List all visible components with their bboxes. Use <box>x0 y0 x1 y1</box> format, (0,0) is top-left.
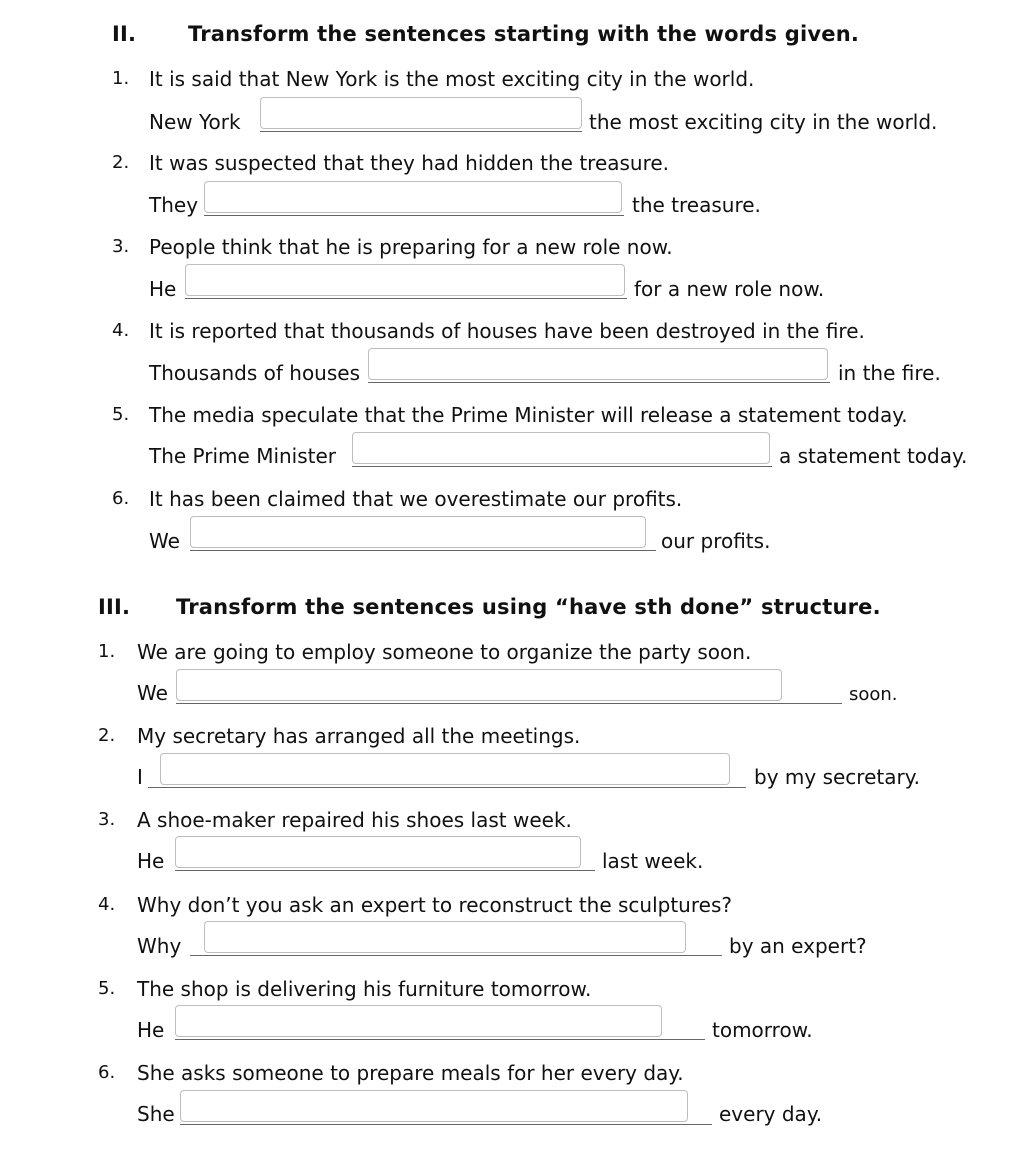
item-number: 4. <box>112 320 130 341</box>
answer-blank <box>176 669 842 704</box>
source-sentence: It is reported that thousands of houses have been destroyed in the fire. <box>149 319 865 343</box>
answer-start: Thousands of houses <box>149 361 360 385</box>
answer-start: New York <box>149 110 241 134</box>
answer-start: We <box>149 529 180 553</box>
section-2-heading <box>112 22 860 46</box>
answer-start: I <box>137 765 143 789</box>
section-3-heading <box>98 595 881 619</box>
answer-input[interactable] <box>177 670 781 700</box>
item-number: 5. <box>98 978 116 999</box>
answer-end: by my secretary. <box>754 765 921 789</box>
answer-blank <box>180 1090 712 1125</box>
answer-input[interactable] <box>369 349 827 379</box>
answer-box[interactable] <box>368 348 828 380</box>
answer-start: He <box>149 277 177 301</box>
answer-input[interactable] <box>261 98 581 128</box>
answer-start: The Prime Minister <box>149 444 337 468</box>
answer-end: in the fire. <box>838 361 941 385</box>
answer-start: She <box>137 1102 175 1126</box>
answer-blank <box>175 836 595 871</box>
item-number: 5. <box>112 404 130 425</box>
answer-box[interactable] <box>160 753 730 785</box>
answer-input[interactable] <box>205 922 685 952</box>
item-number: 2. <box>98 725 116 746</box>
answer-blank <box>190 921 722 956</box>
answer-end: the treasure. <box>632 193 761 217</box>
item-number: 1. <box>112 68 130 89</box>
section-2-number: II. <box>112 22 137 46</box>
answer-input[interactable] <box>191 517 645 547</box>
answer-blank <box>204 181 624 216</box>
item-number: 2. <box>112 152 130 173</box>
answer-start: They <box>149 193 199 217</box>
answer-box[interactable] <box>185 264 625 296</box>
item-number: 6. <box>112 488 130 509</box>
source-sentence: Why don’t you ask an expert to reconstruct the sculptures? <box>137 893 732 917</box>
answer-end: soon. <box>849 684 898 705</box>
section-3-number: III. <box>98 595 131 619</box>
answer-box[interactable] <box>180 1090 688 1122</box>
source-sentence: My secretary has arranged all the meetings. <box>137 724 581 748</box>
source-sentence: It is said that New York is the most exciting city in the world. <box>149 67 755 91</box>
answer-box[interactable] <box>260 97 582 129</box>
section-2-title: Transform the sentences starting with the words given. <box>188 22 860 46</box>
answer-start: We <box>137 681 168 705</box>
item-number: 1. <box>98 641 116 662</box>
source-sentence: A shoe-maker repaired his shoes last week. <box>137 808 572 832</box>
answer-box[interactable] <box>204 181 622 213</box>
answer-box[interactable] <box>352 432 770 464</box>
answer-box[interactable] <box>175 1005 662 1037</box>
answer-input[interactable] <box>353 433 769 463</box>
answer-end: the most exciting city in the world. <box>589 110 938 134</box>
source-sentence: The shop is delivering his furniture tomorrow. <box>137 977 592 1001</box>
section-3-title: Transform the sentences using “have sth done” structure. <box>176 595 881 619</box>
answer-input[interactable] <box>186 265 624 295</box>
answer-blank <box>352 432 772 467</box>
answer-input[interactable] <box>181 1091 687 1121</box>
source-sentence: She asks someone to prepare meals for her every day. <box>137 1061 684 1085</box>
answer-start: Why <box>137 934 182 958</box>
source-sentence: It was suspected that they had hidden the treasure. <box>149 151 670 175</box>
answer-input[interactable] <box>176 837 580 867</box>
item-number: 3. <box>112 236 130 257</box>
answer-end: last week. <box>602 849 704 873</box>
answer-blank <box>260 97 582 132</box>
answer-blank <box>190 516 656 551</box>
item-number: 6. <box>98 1062 116 1083</box>
answer-end: a statement today. <box>779 444 968 468</box>
item-number: 4. <box>98 894 116 915</box>
answer-box[interactable] <box>175 836 581 868</box>
source-sentence: People think that he is preparing for a new role now. <box>149 235 673 259</box>
source-sentence: We are going to employ someone to organize the party soon. <box>137 640 752 664</box>
answer-start: He <box>137 849 165 873</box>
answer-box[interactable] <box>190 516 646 548</box>
source-sentence: It has been claimed that we overestimate our profits. <box>149 487 683 511</box>
answer-end: our profits. <box>661 529 771 553</box>
answer-box[interactable] <box>204 921 686 953</box>
answer-blank <box>368 348 830 383</box>
answer-end: tomorrow. <box>712 1018 813 1042</box>
answer-start: He <box>137 1018 165 1042</box>
answer-input[interactable] <box>205 182 621 212</box>
answer-box[interactable] <box>176 669 782 701</box>
answer-input[interactable] <box>176 1006 661 1036</box>
source-sentence: The media speculate that the Prime Minister will release a statement today. <box>149 403 908 427</box>
answer-end: for a new role now. <box>634 277 825 301</box>
item-number: 3. <box>98 809 116 830</box>
answer-blank <box>185 264 627 299</box>
answer-blank <box>148 753 746 788</box>
answer-end: by an expert? <box>729 934 867 958</box>
answer-end: every day. <box>719 1102 823 1126</box>
answer-input[interactable] <box>161 754 729 784</box>
answer-blank <box>175 1005 705 1040</box>
